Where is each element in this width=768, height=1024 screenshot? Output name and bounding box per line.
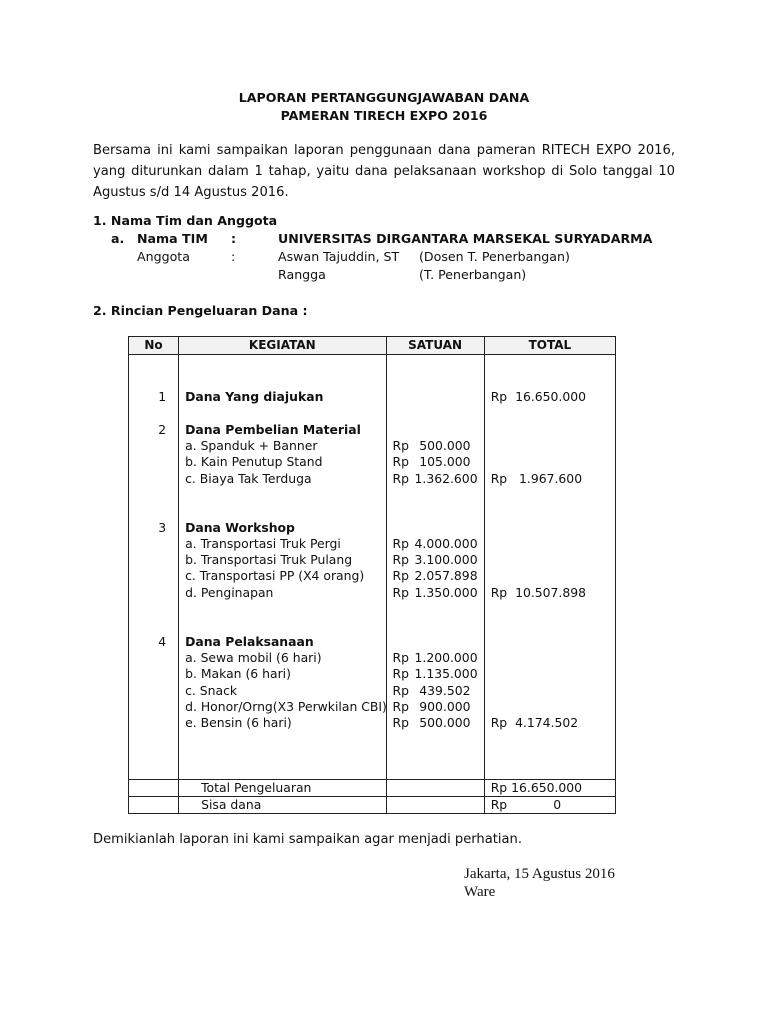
total-label: Total Pengeluaran (179, 780, 386, 797)
member2-name: Rangga (278, 267, 326, 282)
tim-item-letter: a. (111, 231, 125, 246)
satuan-amount: Rp 4.000.000 (392, 536, 478, 551)
list-item: a. Spanduk + Banner (185, 438, 318, 453)
satuan-amount: Rp 3.100.000 (392, 552, 478, 567)
group1-no: 1 (158, 389, 167, 404)
header-total: TOTAL (484, 337, 615, 355)
group2-no: 2 (158, 422, 167, 437)
member2-role: (T. Penerbangan) (419, 267, 527, 282)
table-body-row (129, 355, 616, 780)
satuan-column (386, 355, 484, 780)
satuan-amount: Rp 1.350.000 (392, 585, 478, 600)
signature-place-date: Jakarta, 15 Agustus 2016 (464, 866, 615, 882)
list-item: c. Biaya Tak Terduga (185, 471, 312, 486)
tim-value: UNIVERSITAS DIRGANTARA MARSEKAL SURYADARMA (278, 231, 653, 246)
report-title-line2: PAMERAN TIRECH EXPO 2016 (280, 108, 488, 123)
total-row (129, 780, 616, 797)
list-item: b. Makan (6 hari) (185, 666, 291, 681)
list-item: c. Snack (185, 683, 238, 698)
list-item: e. Bensin (6 hari) (185, 715, 292, 730)
tim-colon: : (231, 231, 237, 246)
report-title-line1: LAPORAN PERTANGGUNGJAWABAN DANA (238, 90, 530, 105)
list-item: b. Kain Penutup Stand (185, 454, 323, 469)
section1-heading: 1. Nama Tim dan Anggota (93, 213, 278, 228)
kegiatan-column (179, 355, 386, 780)
sisa-label: Sisa dana (179, 797, 386, 814)
group4-no: 4 (158, 634, 167, 649)
list-item: b. Transportasi Truk Pulang (185, 552, 353, 567)
group3-total: Rp 10.507.898 (490, 585, 587, 600)
sisa-row (129, 797, 616, 814)
list-item: d. Penginapan (185, 585, 274, 600)
intro-paragraph: Bersama ini kami sampaikan laporan penggunaan dana pameran RITECH EXPO 2016, yang diturunkan dalam 1 tahap, yaitu dana pelaksanaan workshop di Solo tanggal 10 Agustus s/d 14 Agustus 2016. (93, 143, 675, 200)
satuan-amount: Rp 500.000 (392, 715, 471, 730)
total-value: Rp 16.650.000 (484, 780, 615, 797)
list-item: d. Honor/Orng(X3 Perwkilan CBI) (185, 699, 387, 714)
group1-total: Rp 16.650.000 (490, 389, 587, 404)
anggota-label: Anggota (137, 249, 190, 264)
expense-table (128, 336, 616, 814)
group3-title: Dana Workshop (185, 520, 295, 535)
satuan-amount: Rp 900.000 (392, 699, 471, 714)
satuan-amount: Rp 1.200.000 (392, 650, 478, 665)
group1-title: Dana Yang diajukan (185, 389, 324, 404)
section2-heading: 2. Rincian Pengeluaran Dana : (93, 303, 308, 318)
tim-label: Nama TIM (137, 231, 208, 246)
group3-no: 3 (158, 520, 167, 535)
list-item: c. Transportasi PP (X4 orang) (185, 568, 365, 583)
satuan-amount: Rp 500.000 (392, 438, 471, 453)
no-column (129, 355, 179, 780)
list-item: a. Transportasi Truk Pergi (185, 536, 341, 551)
group2-title: Dana Pembelian Material (185, 422, 361, 437)
anggota-colon: : (231, 249, 236, 264)
sisa-value: Rp 0 (484, 797, 615, 814)
member1-role: (Dosen T. Penerbangan) (419, 249, 570, 264)
satuan-amount: Rp 2.057.898 (392, 568, 478, 583)
group4-total: Rp 4.174.502 (490, 715, 579, 730)
satuan-amount: Rp 1.135.000 (392, 666, 478, 681)
signature-name: Ware (464, 884, 496, 900)
total-column (484, 355, 615, 780)
header-kegiatan: KEGIATAN (179, 337, 386, 355)
member1-name: Aswan Tajuddin, ST (278, 249, 400, 264)
satuan-amount: Rp 439.502 (392, 683, 471, 698)
table-header-row (129, 337, 616, 355)
group4-title: Dana Pelaksanaan (185, 634, 314, 649)
header-satuan: SATUAN (386, 337, 484, 355)
satuan-amount: Rp 1.362.600 (392, 471, 478, 486)
header-no: No (129, 337, 179, 355)
satuan-amount: Rp 105.000 (392, 454, 471, 469)
group2-total: Rp 1.967.600 (490, 471, 583, 486)
list-item: a. Sewa mobil (6 hari) (185, 650, 322, 665)
closing-sentence: Demikianlah laporan ini kami sampaikan agar menjadi perhatian. (93, 832, 523, 847)
